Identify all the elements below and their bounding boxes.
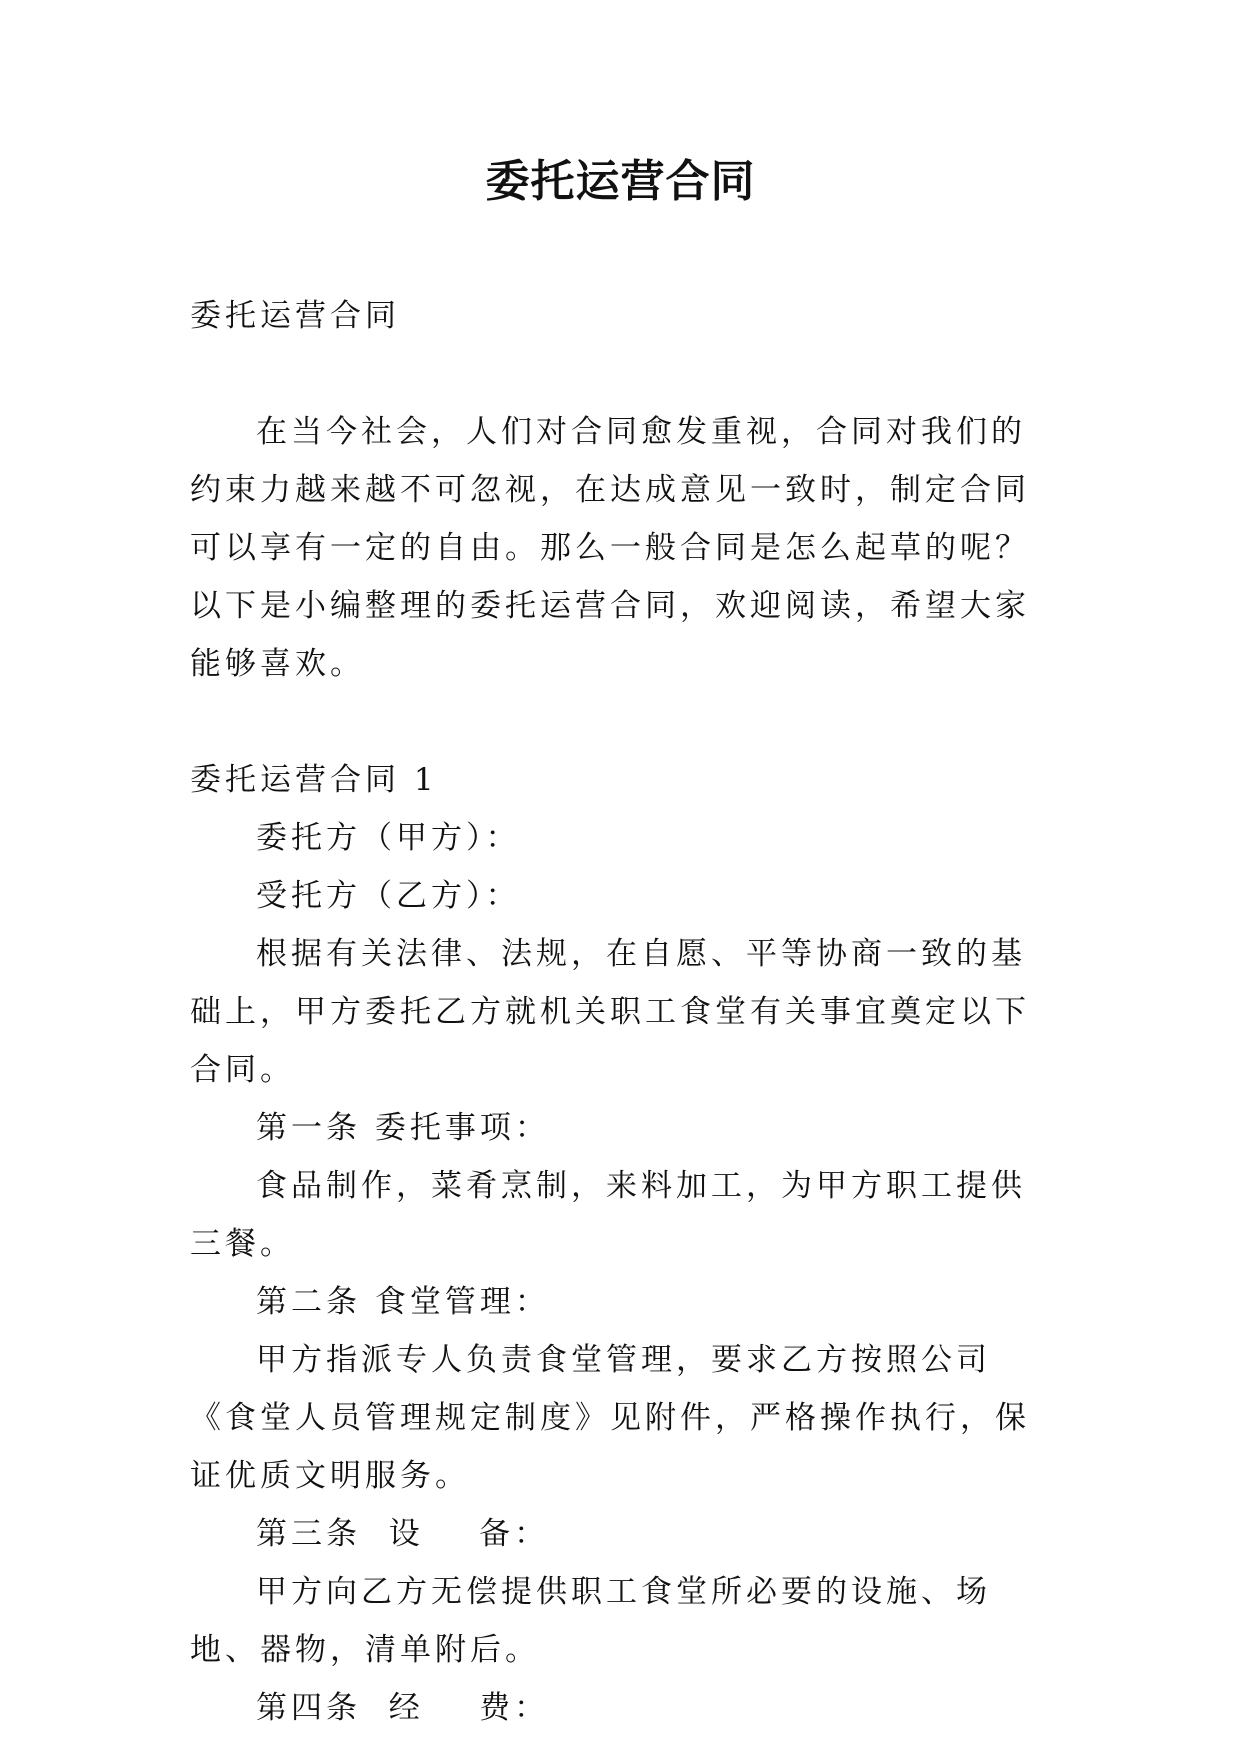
section-heading: 委托运营合同 1 xyxy=(190,762,438,798)
intro-paragraph: 在当今社会，人们对合同愈发重视，合同对我们的约束力越来越不可忽视，在达成意见一致时，制定合同可以享有一定的自由。那么一般合同是怎么起草的呢？以下是小编整理的委托运营合同，欢迎阅读，希望大家能够喜欢。 xyxy=(190,414,1030,682)
party-a-line: 委托方（甲方）： xyxy=(256,820,521,856)
article-1-body: 食品制作，菜肴烹制，来料加工，为甲方职工提供三餐。 xyxy=(190,1168,1026,1262)
document-title: 委托运营合同 xyxy=(485,156,756,207)
document-subtitle: 委托运营合同 xyxy=(190,298,400,334)
article-2-heading: 第二条 食堂管理： xyxy=(256,1284,550,1320)
article-3-body: 甲方向乙方无偿提供职工食堂所必要的设施、场地、器物，清单附后。 xyxy=(190,1574,991,1668)
spacer xyxy=(190,693,1060,751)
preamble-paragraph: 根据有关法律、法规，在自愿、平等协商一致的基础上，甲方委托乙方就机关职工食堂有关事宜奠定以下合同。 xyxy=(190,936,1030,1088)
article-3-heading: 第三条 设 备： xyxy=(256,1516,550,1552)
article-4-heading: 第四条 经 费： xyxy=(256,1690,550,1726)
spacer xyxy=(190,345,1060,403)
article-2-body: 甲方指派专人负责食堂管理，要求乙方按照公司《食堂人员管理规定制度》见附件，严格操作执行，保证优质文明服务。 xyxy=(190,1342,1030,1494)
article-1-heading: 第一条 委托事项： xyxy=(256,1110,550,1146)
party-b-line: 受托方（乙方）： xyxy=(256,878,521,914)
document-body xyxy=(190,287,1060,1737)
